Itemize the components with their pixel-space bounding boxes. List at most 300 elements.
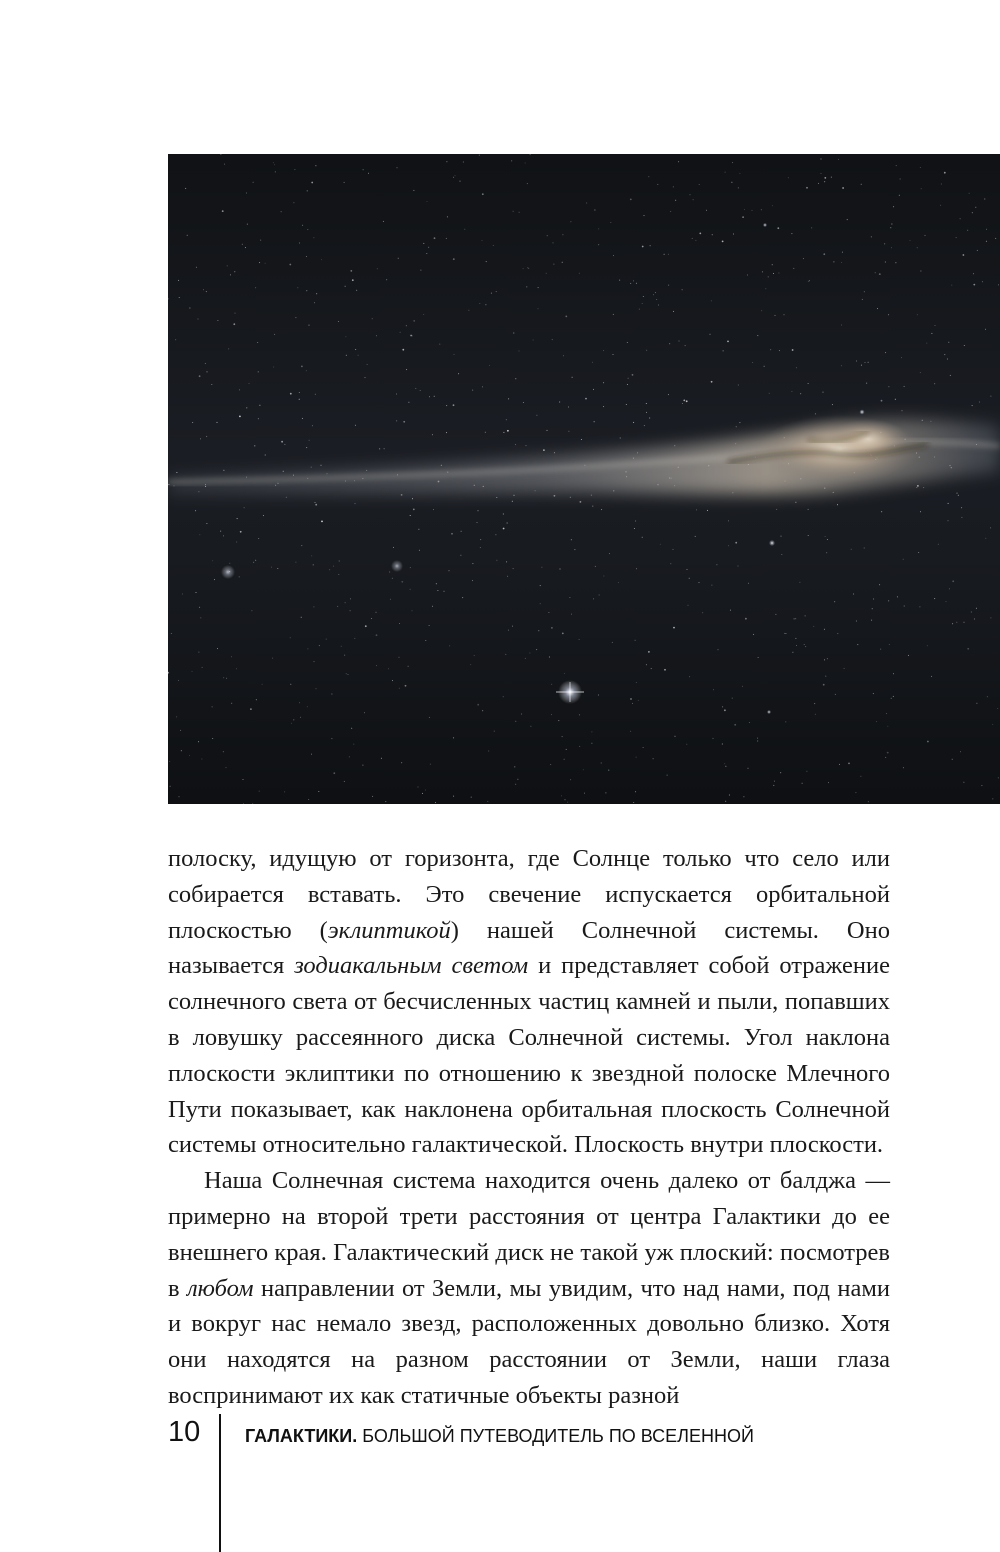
background-star	[727, 341, 729, 343]
background-star	[707, 510, 708, 511]
background-star	[349, 756, 350, 757]
background-star	[307, 706, 308, 707]
background-star	[423, 243, 424, 244]
background-star	[286, 497, 287, 498]
background-star	[415, 388, 416, 389]
background-star	[827, 658, 828, 659]
background-star	[670, 211, 671, 212]
background-star	[838, 159, 839, 160]
background-star	[259, 262, 260, 263]
background-star	[599, 595, 600, 596]
background-star	[329, 569, 330, 570]
background-star	[729, 795, 730, 796]
background-star	[613, 255, 614, 256]
background-star	[583, 769, 584, 770]
background-star	[214, 579, 215, 580]
background-star	[881, 511, 882, 512]
background-star	[981, 785, 982, 786]
background-star	[921, 188, 922, 189]
background-star	[273, 162, 274, 163]
background-star	[405, 685, 407, 687]
background-star	[202, 667, 203, 668]
background-star	[339, 561, 340, 562]
background-star	[315, 394, 316, 395]
background-star	[594, 421, 595, 422]
background-star	[808, 281, 809, 282]
background-star	[446, 432, 447, 433]
background-star	[738, 187, 739, 188]
background-star	[761, 209, 762, 210]
background-star	[301, 617, 302, 618]
background-star	[730, 610, 731, 611]
background-star	[512, 501, 513, 502]
background-star	[458, 373, 459, 374]
background-star	[603, 576, 604, 577]
background-star	[566, 749, 567, 750]
background-star	[918, 552, 919, 553]
background-star	[196, 267, 197, 268]
background-star	[419, 550, 420, 551]
background-star	[224, 164, 225, 165]
background-star	[598, 228, 599, 229]
background-star	[258, 371, 259, 372]
paragraph	[168, 841, 890, 1163]
background-star	[410, 567, 411, 568]
background-star	[837, 633, 838, 634]
background-star	[429, 625, 430, 626]
background-star	[595, 566, 596, 567]
background-star	[871, 236, 872, 237]
background-star	[722, 241, 724, 243]
footer-divider	[219, 1414, 221, 1552]
book-title: ГАЛАКТИКИ.	[245, 1426, 358, 1446]
background-star	[182, 594, 183, 595]
background-star	[299, 392, 300, 393]
background-star	[311, 182, 313, 184]
background-star	[579, 639, 580, 640]
background-star	[309, 325, 310, 326]
background-star	[935, 325, 936, 326]
background-star	[805, 646, 806, 647]
background-star	[674, 445, 675, 446]
background-star	[316, 688, 317, 689]
background-star	[824, 181, 825, 182]
background-star	[196, 592, 197, 593]
background-star	[207, 371, 208, 372]
background-star	[803, 258, 804, 259]
background-star	[562, 262, 563, 263]
background-star	[220, 531, 221, 532]
background-star	[420, 390, 421, 391]
background-star	[673, 627, 675, 629]
background-star	[885, 352, 886, 353]
background-star	[403, 421, 405, 423]
background-star	[223, 470, 224, 471]
background-star	[179, 796, 180, 797]
background-star	[553, 242, 554, 243]
background-star	[593, 389, 594, 390]
background-star	[564, 759, 565, 760]
background-star	[635, 791, 636, 792]
background-star	[333, 772, 335, 774]
background-star	[695, 536, 696, 537]
background-star	[554, 495, 556, 497]
background-star	[860, 776, 861, 777]
background-star	[254, 445, 255, 446]
background-star	[580, 501, 582, 503]
background-star	[176, 716, 177, 717]
background-star	[592, 362, 593, 363]
background-star	[229, 563, 230, 564]
background-star	[934, 383, 935, 384]
background-star	[777, 227, 779, 229]
background-star	[800, 393, 801, 394]
background-star	[956, 622, 957, 623]
background-star	[692, 238, 693, 239]
background-star	[315, 504, 317, 506]
background-star	[904, 386, 905, 387]
background-star	[678, 161, 679, 162]
background-star	[847, 219, 848, 220]
background-star	[311, 754, 312, 755]
background-star	[668, 394, 669, 395]
background-star	[468, 310, 469, 311]
background-star	[553, 264, 554, 265]
background-star	[775, 614, 776, 615]
background-star	[667, 775, 668, 776]
background-star	[711, 585, 712, 586]
background-star	[972, 405, 973, 406]
background-star	[612, 642, 613, 643]
background-star	[920, 511, 921, 512]
background-star	[558, 720, 559, 721]
background-star	[632, 703, 633, 704]
background-star	[530, 154, 531, 155]
background-star	[353, 744, 354, 745]
background-star	[710, 334, 711, 335]
background-star	[713, 738, 714, 739]
background-star	[199, 375, 201, 377]
background-star	[434, 237, 436, 239]
background-star	[632, 374, 634, 376]
background-star	[478, 510, 479, 511]
background-star	[711, 300, 712, 301]
background-star	[802, 783, 803, 784]
text-run: полоску, идущую от горизонта, где Солнце только что село или собирается вставать. Это свечение испускается орбитальной плоскостью (	[168, 845, 890, 944]
background-star	[546, 273, 547, 274]
background-star	[513, 333, 514, 334]
background-star	[529, 653, 530, 654]
background-star	[793, 268, 794, 269]
background-star	[570, 221, 571, 222]
background-star	[410, 589, 411, 590]
background-star	[776, 509, 777, 510]
background-star	[982, 281, 983, 282]
background-star	[355, 425, 356, 426]
background-star	[591, 731, 592, 732]
running-head	[245, 1425, 754, 1447]
background-star	[569, 597, 570, 598]
background-star	[916, 487, 917, 488]
background-star	[515, 721, 516, 722]
background-star	[527, 267, 528, 268]
background-star	[565, 316, 567, 318]
background-star	[430, 764, 431, 765]
background-star	[765, 288, 766, 289]
background-star	[963, 254, 965, 256]
background-star	[960, 751, 961, 752]
background-star	[541, 567, 542, 568]
background-star	[435, 802, 436, 803]
background-star	[255, 560, 256, 561]
background-star	[876, 721, 877, 722]
background-star	[868, 362, 869, 363]
background-star	[281, 211, 282, 212]
background-star	[831, 177, 832, 178]
background-star	[515, 444, 516, 445]
background-star	[642, 246, 644, 248]
background-star	[171, 633, 172, 634]
background-star	[872, 608, 873, 609]
background-star	[376, 634, 378, 636]
background-star	[842, 252, 843, 253]
background-star	[788, 177, 789, 178]
background-star	[724, 763, 725, 764]
background-star	[660, 544, 661, 545]
background-star	[967, 230, 968, 231]
background-star	[408, 402, 409, 403]
background-star	[506, 419, 507, 420]
background-star	[377, 268, 378, 269]
background-star	[237, 518, 238, 519]
milky-way-photo	[168, 154, 1000, 804]
background-star	[934, 598, 935, 599]
background-star	[791, 233, 792, 234]
background-star	[295, 562, 296, 563]
background-star	[877, 308, 878, 309]
background-star	[938, 544, 939, 545]
background-star	[223, 677, 224, 678]
background-star	[881, 400, 883, 402]
background-star	[189, 308, 190, 309]
background-star	[773, 273, 774, 274]
background-star	[931, 676, 932, 677]
background-star	[638, 700, 639, 701]
background-star	[837, 504, 838, 505]
background-star	[636, 283, 637, 284]
background-star	[917, 247, 918, 248]
background-star	[814, 703, 815, 704]
background-star	[345, 286, 346, 287]
background-star	[306, 370, 307, 371]
background-star	[825, 676, 826, 677]
background-star	[306, 256, 307, 257]
background-star	[301, 545, 302, 546]
background-star	[792, 349, 794, 351]
background-star	[274, 334, 275, 335]
background-star	[494, 731, 495, 732]
background-star	[768, 276, 769, 277]
background-star	[633, 802, 634, 803]
background-star	[948, 520, 949, 521]
background-star	[297, 287, 298, 288]
background-star	[227, 265, 228, 266]
background-star	[508, 398, 509, 399]
background-star	[358, 355, 359, 356]
background-star	[785, 633, 786, 634]
background-star	[205, 363, 206, 364]
background-star	[551, 684, 552, 685]
background-star	[986, 229, 987, 230]
background-star	[246, 193, 247, 194]
background-star	[997, 708, 998, 709]
background-star	[941, 184, 942, 185]
background-star	[243, 779, 244, 780]
background-star	[808, 535, 809, 536]
background-star	[461, 531, 462, 532]
background-star	[198, 319, 199, 320]
background-star	[952, 759, 953, 760]
background-star	[253, 562, 254, 563]
background-star	[958, 495, 959, 496]
background-star	[952, 623, 953, 624]
background-star	[486, 261, 487, 262]
background-star	[432, 606, 433, 607]
background-star	[821, 173, 822, 174]
background-star	[826, 552, 827, 553]
background-star	[195, 510, 196, 511]
background-star	[392, 578, 393, 579]
background-star	[313, 237, 314, 238]
background-star	[311, 467, 312, 468]
background-star	[503, 696, 504, 697]
background-star	[947, 359, 948, 360]
background-star	[463, 162, 464, 163]
background-star	[341, 646, 342, 647]
background-star	[383, 221, 384, 222]
background-star	[592, 506, 593, 507]
background-star	[239, 389, 240, 390]
background-star	[944, 354, 945, 355]
background-star	[236, 542, 237, 543]
background-star	[449, 645, 450, 646]
background-star	[259, 405, 260, 406]
background-star	[917, 485, 919, 487]
background-star	[413, 190, 414, 191]
background-star	[670, 563, 671, 564]
background-star	[899, 195, 900, 196]
background-star	[428, 247, 429, 248]
background-star	[686, 744, 687, 745]
background-star	[289, 264, 291, 266]
italic-term: любом	[186, 1274, 254, 1302]
background-star	[673, 311, 674, 312]
background-star	[805, 615, 806, 616]
background-star	[815, 413, 816, 414]
background-star	[839, 764, 840, 765]
background-star	[848, 763, 850, 765]
background-star	[388, 668, 389, 669]
background-star	[397, 167, 398, 168]
background-star	[406, 325, 407, 326]
background-star	[526, 445, 527, 446]
background-star	[295, 317, 296, 318]
star	[763, 223, 767, 227]
background-star	[526, 286, 527, 287]
background-star	[769, 393, 770, 394]
background-star	[725, 766, 726, 767]
background-star	[992, 724, 993, 725]
background-star	[603, 382, 604, 383]
background-star	[321, 465, 322, 466]
background-star	[187, 235, 188, 236]
background-star	[620, 438, 621, 439]
background-star	[179, 297, 180, 298]
background-star	[610, 222, 611, 223]
background-star	[212, 706, 213, 707]
background-star	[593, 598, 594, 599]
background-star	[412, 335, 413, 336]
background-star	[223, 751, 224, 752]
background-star	[350, 270, 352, 272]
background-star	[258, 538, 259, 539]
background-star	[365, 625, 367, 627]
background-star	[511, 160, 512, 161]
background-star	[562, 633, 564, 635]
background-star	[470, 664, 471, 665]
background-star	[257, 342, 258, 343]
background-star	[985, 538, 986, 539]
background-star	[579, 273, 580, 274]
background-star	[437, 590, 438, 591]
background-star	[199, 534, 200, 535]
background-star	[792, 652, 793, 653]
background-star	[239, 576, 240, 577]
background-star	[893, 206, 894, 207]
background-star	[873, 693, 874, 694]
background-star	[231, 703, 232, 704]
background-star	[887, 726, 888, 727]
background-star	[251, 610, 252, 611]
background-star	[664, 669, 666, 671]
background-star	[682, 403, 683, 404]
background-star	[199, 607, 200, 608]
background-star	[728, 520, 729, 521]
background-star	[774, 781, 775, 782]
background-star	[844, 668, 845, 669]
background-star	[664, 254, 665, 255]
background-star	[861, 365, 862, 366]
background-star	[245, 247, 246, 248]
background-star	[313, 606, 314, 607]
background-star	[706, 210, 707, 211]
background-star	[864, 548, 865, 549]
background-star	[804, 644, 805, 645]
background-star	[657, 184, 658, 185]
background-star	[811, 227, 812, 228]
background-star	[536, 415, 537, 416]
page-number: 10	[168, 1416, 201, 1448]
background-star	[739, 422, 740, 423]
background-star	[514, 495, 515, 496]
background-star	[885, 262, 886, 263]
background-star	[260, 240, 261, 241]
background-star	[825, 536, 826, 537]
background-star	[574, 549, 575, 550]
background-star	[200, 617, 201, 618]
background-star	[306, 290, 307, 291]
background-star	[742, 216, 744, 218]
